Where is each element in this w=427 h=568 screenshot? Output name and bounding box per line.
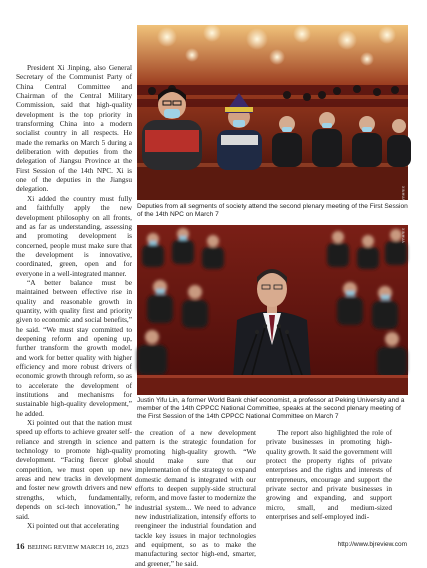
article-bottom-column-2 (266, 428, 392, 536)
article-paragraph: Xi added the country must fully and faithfully apply the new development philosophy on all fronts, and as far as understanding, assessing and promoting development is concerned, people must make sure that the development is innovative, coordinated, green, open and for everyone in a well-integrated manner. (16, 193, 132, 278)
page-footer-url[interactable]: http://www.bjreview.com (337, 541, 407, 548)
photo-credit-top: XINHUA (401, 186, 405, 202)
photo-deputies-attend-meeting (137, 25, 408, 200)
publication-line: BEIJING REVIEW MARCH 16, 2023 (27, 544, 129, 551)
photo-justin-yifu-lin-speaking (137, 225, 408, 395)
photo-caption-bottom: Justin Yifu Lin, a former World Bank chief economist, a professor at Peking University and a member of the 14th CPPCC National Committee, speaks at the second plenary meeting of the First Session of the 14th CPPCC National Committee on March 7 (137, 397, 405, 421)
photo-deputies-illustration (137, 25, 408, 200)
article-paragraph: The report also highlighted the role of private businesses in promoting high-quality growth. It said the government will protect the property rights of private enterprises and the rights and interests of entrepreneurs, encourage and support the private sector and private businesses in growing and expanding, and support micro, small, and medium-sized enterprises and self-employed indi- (266, 428, 392, 522)
article-paragraph: President Xi Jinping, also General Secretary of the Communist Party of China Central Committee and Chairman of the Central Military Commission, said that high-quality development is the top priority in transforming China into a modern socialist country in all respects. He made the remarks on March 5 during a deliberation with deputies from the delegation of Jiangsu Province at the First Session of the 14th NPC. Xi is one of the deputies in the Jiangsu delegation. (16, 63, 132, 194)
photo-caption-top: Deputies from all segments of society attend the second plenary meeting of the First Session of the 14th NPC on March 7 (137, 203, 408, 219)
photo-credit-bottom: XINHUA (401, 228, 405, 244)
article-paragraph: the creation of a new development pattern is the strategic foundation for promoting high-quality growth. “We should make sure that our implementation of the strategy to expand domestic demand is integrated with our efforts to deepen supply-side structural reform, and move faster to modernize the industrial system... We need to advance new industrialization, intensify efforts to reengineer the industrial foundation and tackle key issues in major technologies and equipment, so as to make the manufacturing sector high-end, smarter, and greener,” he said. (135, 428, 256, 568)
article-paragraph: “A better balance must be maintained between effective rise in quality and reasonable growth in quantity, with quality first and priority given to economic and social benefits,” he said. “We must stay committed to deepening reform and opening up, further transform the growth model, and work for better quality with higher efficiency and more robust drivers of economic growth through reform, so as to accelerate the development of institutions and mechanisms for sustainable high-quality development,” he added. (16, 277, 132, 418)
photo-speaker-illustration (137, 225, 408, 395)
article-paragraph: Xi pointed out that accelerating (27, 520, 119, 530)
page-number: 16 (16, 541, 25, 551)
article-bottom-column-1 (135, 428, 256, 568)
article-left-column (16, 63, 132, 537)
page-footer-left (16, 541, 129, 551)
article-paragraph: Xi pointed out that the nation must speed up efforts to achieve greater self-reliance and strength in science and technology to promote high-quality development. “Facing fiercer global competition, we must open up new areas and new tracks in development and foster new growth drivers and new strengths, which, fundamentally, depends on sci-tech innovation,” he said. (16, 418, 132, 521)
